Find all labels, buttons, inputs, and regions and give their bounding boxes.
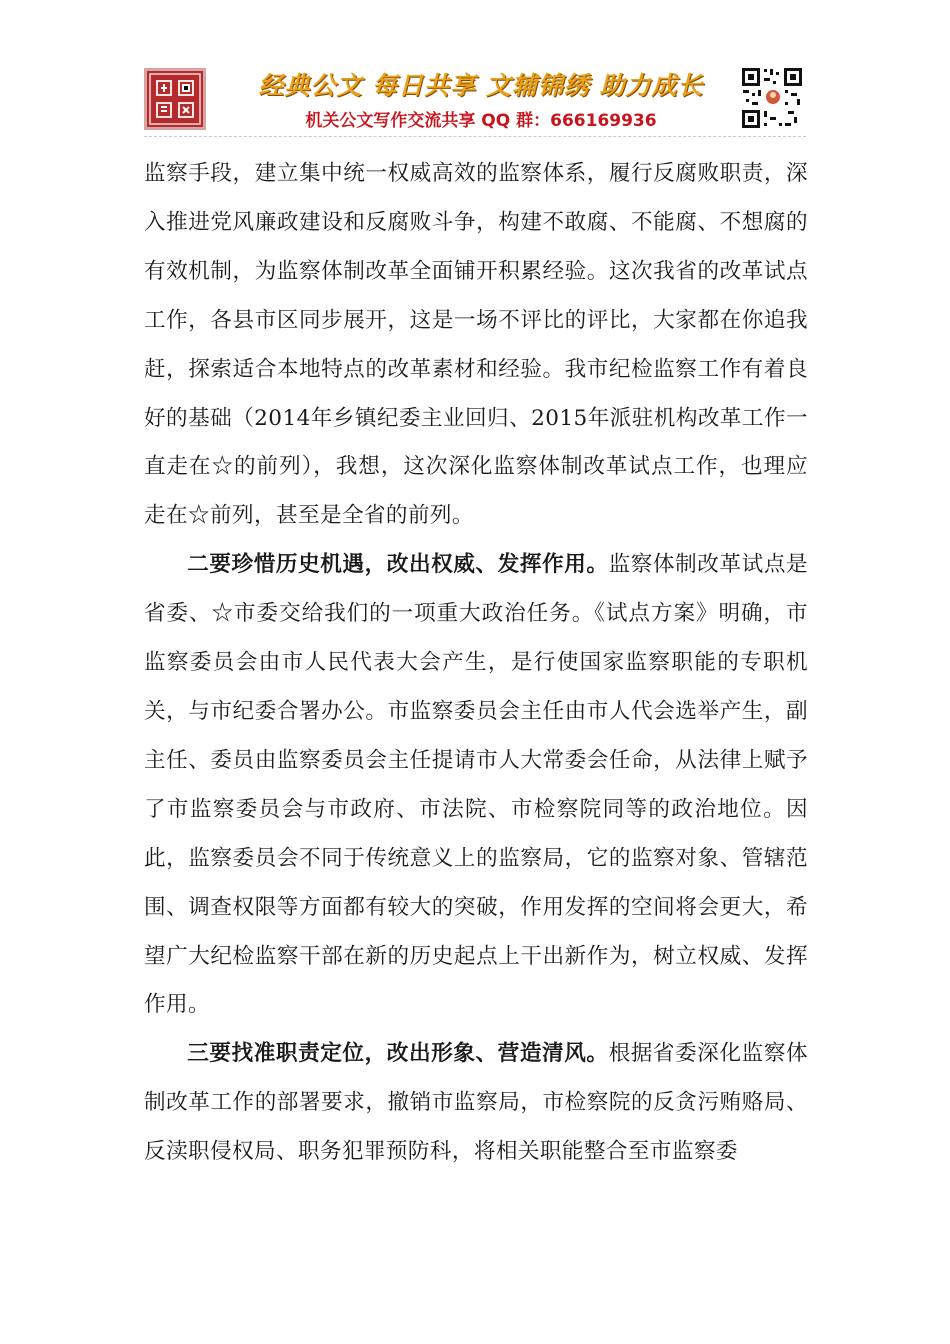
qq-group-line: 机关公文写作交流共享 QQ 群：666169936	[305, 111, 657, 131]
page-header	[0, 0, 950, 140]
header-divider	[144, 136, 806, 137]
paragraph-2	[144, 541, 808, 1030]
qr-code-icon	[740, 66, 804, 130]
paragraph-2-heading: 二要珍惜历史机遇，改出权威、发挥作用。	[187, 552, 609, 578]
header-slogan: 经典公文 每日共享 文辅锦绣 助力成长	[258, 71, 704, 100]
paragraph-3-text: 根据省委深化监察体制改革工作的部署要求，撤销市监察局，市检察院的反贪污贿赂局、反渎职侵权局、职务犯罪预防科，将相关职能整合至市监察委	[144, 1041, 808, 1165]
paragraph-3-heading: 三要找准职责定位，改出形象、营造清风。	[187, 1041, 609, 1067]
document-body	[144, 150, 808, 1177]
logo-seal-icon	[144, 68, 206, 130]
paragraph-1: 监察手段，建立集中统一权威高效的监察体系，履行反腐败职责，深入推进党风廉政建设和反腐败斗争，构建不敢腐、不能腐、不想腐的有效机制，为监察体制改革全面铺开积累经验。这次我省的改革试点工作，各县市区同步展开，这是一场不评比的评比，大家都在你追我赶，探索适合本地特点的改革素材和经验。我市纪检监察工作有着良好的基础（2014年乡镇纪委主业回归、2015年派驻机构改革工作一直走在☆的前列），我想，这次深化监察体制改革试点工作，也理应走在☆前列，甚至是全省的前列。	[144, 161, 808, 529]
paragraph-2-text: 监察体制改革试点是省委、☆市委交给我们的一项重大政治任务。《试点方案》明确，市监察委员会由市人民代表大会产生，是行使国家监察职能的专职机关，与市纪委合署办公。市监察委员会主任由市人代会选举产生，副主任、委员由监察委员会主任提请市人大常委会任命，从法律上赋予了市监察委员会与市政府、市法院、市检察院同等的政治地位。因此，监察委员会不同于传统意义上的监察局，它的监察对象、管辖范围、调查权限等方面都有较大的突破，作用发挥的空间将会更大，希望广大纪检监察干部在新的历史起点上干出新作为，树立权威、发挥作用。	[144, 552, 808, 1018]
paragraph-3	[144, 1030, 808, 1177]
